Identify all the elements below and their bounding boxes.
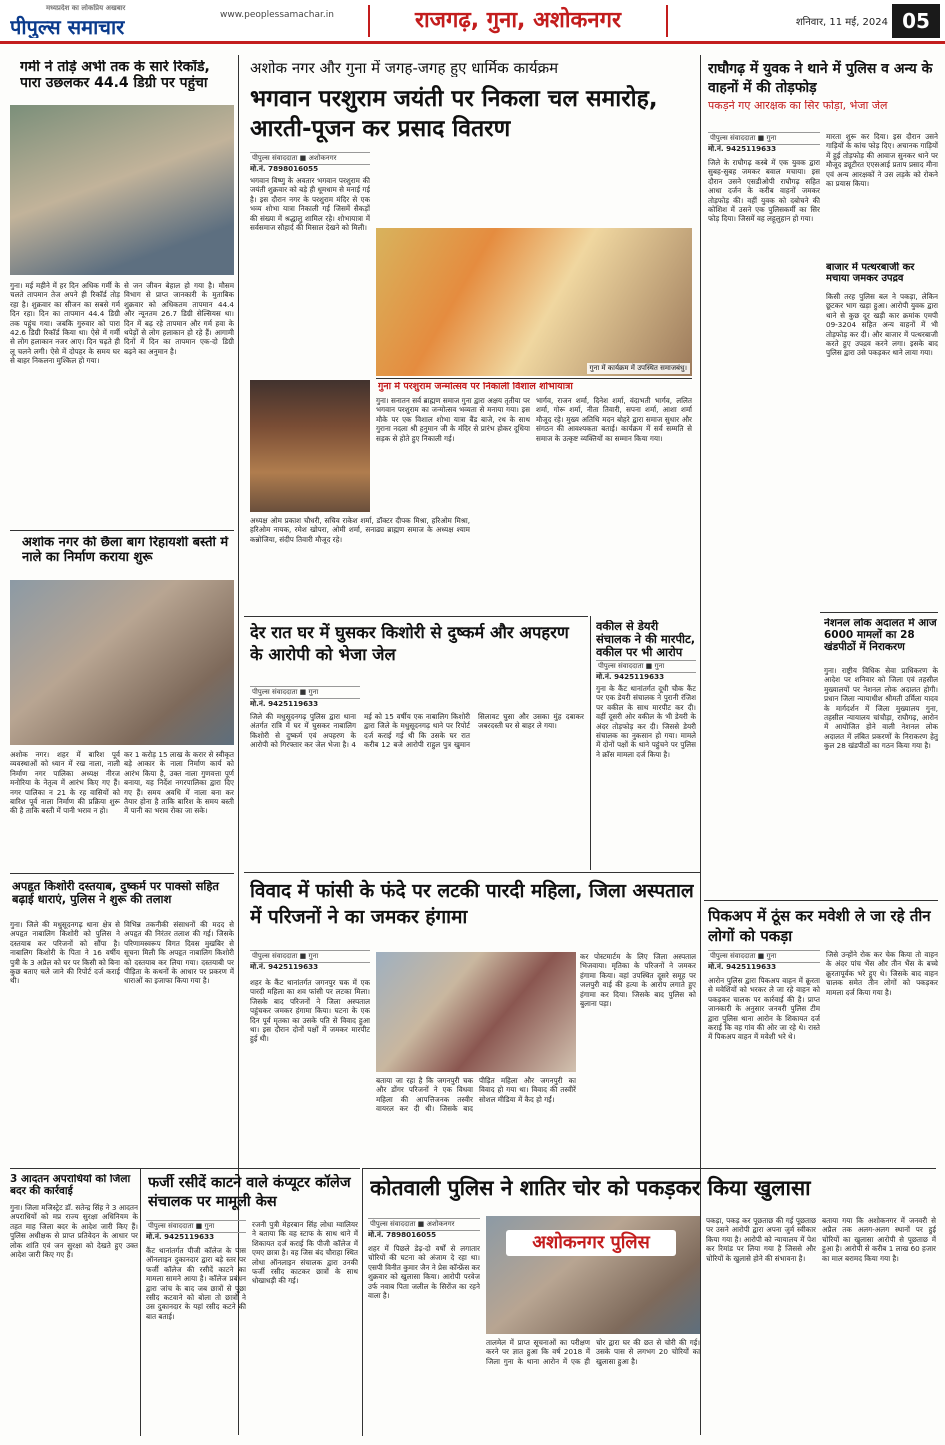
hanging-headline: विवाद में फांसी के फंदे पर लटकी पारदी महिला, जिला अस्पताल में परिजनों ने का जमकर हंगामा: [250, 880, 694, 928]
thief-photo: [486, 1216, 700, 1334]
hanging-photo: [376, 952, 576, 1072]
lok-adalat-body: गुना। राष्ट्रीय विधिक सेवा प्राधिकरण के आदेश पर शनिवार को जिला एवं तहसील मुख्यालयों पर नेशनल लोक अदालत होगी। प्रधान जिला न्यायाधीश श्रीमती उर्मिला यादव के मार्गदर्शन में जिला मुख्यालय गुना, तहसील न्यायालय चांचौड़ा, राघौगढ़, आरोन में आयोजित होने वाली नेशनल लोक अदालत में लंबित प्रकरणों के निराकरण हेतु कुल 28 खंडपीठों का गठन किया गया है।: [824, 666, 938, 751]
parshuram-sub-body-col2: भार्गव, राजन शर्मा, दिनेश शर्मा, वंदाभती भार्गव, ललित शर्मा, गोरू शर्मा, नीता तिवारी, सपना शर्मा, आशा शर्मा मौजूद रहे। मुख्य अतिथि मदन बोहरे द्वारा समाज सुधार और संगठन की आवश्यकता बताई। कार्यक्रम में सर्व सम्मति से समाज के उत्कृष्ट व्यक्तियों का सम्मान किया गया।: [536, 396, 692, 443]
raghogarh-byline: पीपुल्स संवाददाता ■ गुना: [708, 132, 820, 145]
pickup-mobile: मो.नं. 9425119633: [708, 962, 777, 971]
masthead: [0, 0, 945, 44]
parshuram-sub-body-col1: गुना। सनातन सर्व ब्राह्मण समाज गुना द्वारा अक्षय तृतीया पर भगवान परशुराम का जन्मोत्सव भव्यता से मनाया गया। इस मौके पर एक विशाल शोभा यात्रा बैंड बाजे, रथ के साथ गुराना नदला श्री हनुमान जी के मंदिर से प्रारंभ होकर दूधिया सड़क से होते हुए निकाली गई।: [376, 396, 530, 443]
section-divider: [820, 612, 938, 613]
raghogarh-subhead: पकड़ने गए आरक्षक का सिर फोड़ा, भेजा जेल: [708, 100, 888, 112]
drain-photo: [10, 580, 234, 745]
pocso-body-col1: गुना। जिले की मधुसूदनगढ़ थाना क्षेत्र से अपहृत नाबालिग किशोरी को पुलिस ने दस्तयाब कर परिजनों को सौंपा है। नाबालिग किशोरी के पिता ने 16 वर्षीय पुत्री के 3 अप्रैल को घर पर किसी को बिना कुछ बताए चले जाने की रिपोर्ट दर्ज कराई थी।: [10, 920, 120, 986]
website-link[interactable]: www.peoplessamachar.in: [220, 10, 334, 20]
raghogarh-body-2: मारता शुरू कर दिया। इस दौरान उसने गाड़ियों के कांच फोड़ दिए। अचानक गाड़ियों में हुई तोड़फोड़ की आवाज सुनकर थाने पर मौजूद ड्यूटीरत एएसआई प्रताप प्रसाद मीना एवं अन्य आरक्षकों ने उस लड़के को रोकने का प्रयास किया।: [826, 132, 938, 189]
pickup-body-2: जिसे उन्होंने रोक कर चेक किया तो वाहन के अंदर पांच भैंस और तीन भैंस के बच्चे क्रूरतापूर्वक भरे हुए थे। जिसके बाद वाहन चालक समेत तीन लोगों को पकड़कर मामला दर्ज किया गया है।: [826, 950, 938, 997]
raghogarh-body: जिले के राघौगढ़ कस्बे में एक युवक द्वारा सुबह-सुबह जमकर बवाल मचाया। इस दौरान उसने एसडीओपी राघौगढ़ सहित आधा दर्जन के करीब वाहनों जमकर तोड़फोड़ की। वहीं युवक को दबोचने की कोशिश में उसने एक पुलिसकर्मी का सिर फोड़ दिया। जिसमें वह लहूलुहान हो गया।: [708, 158, 820, 224]
raghogarh-sub-body: किसी तरह पुलिस बल ने पकड़ा, लेकिन छूटकर भाग खड़ा हुआ। आरोपी युवक द्वारा थाने से कुछ दूर खड़ी कार क्रमांक एमपी 09-3204 सहित अन्य वाहनों में भी तोड़फोड़ कर दी। और बाजार में पत्थरबाजी करते हुए उपद्रव करने लगा। इसके बाद पुलिस द्वारा उसे पकड़कर थाने लाया गया।: [826, 292, 938, 358]
receipt-mobile: मो.नं. 9425119633: [146, 1232, 215, 1241]
section-divider: [376, 378, 692, 379]
section-divider: [10, 873, 234, 874]
drain-headline: अशोक नगर की छैला बाग रिहायशी बस्ती में नाले का निर्माण कराया शुरू: [22, 536, 229, 565]
heat-body-col2: से जन जीवन बेहाल हो गया है। मौसम विभाग से प्राप्त जानकारी के मुताबिक शुक्रवार को अधिकतम तापमान 44.4 और न्यूनतम 26.7 डिग्री सेल्सियस था। दिन में बढ़ रहे तापमान और गर्म हवा के थपेड़ों से लोग हलाकान हो रहे हैं। आगामी दिनों में दिन का तापमान एक-दो डिग्री बढ़ने का अनुमान है।: [124, 281, 234, 356]
notice-headline: 3 आदतन अपराधियों को जिला बदर की कार्रवाई: [10, 1174, 131, 1197]
receipt-byline: पीपुल्स संवाददाता ■ गुना: [146, 1220, 246, 1233]
thief-photo-banner: अशोकनगर पुलिस: [506, 1230, 676, 1256]
column-divider: [362, 1168, 363, 1436]
hanging-body-3: कर पोस्टमार्टम के लिए जिला अस्पताल भिजवाया। मृतिका के परिजनों ने जमकर हंगामा किया। वहां उपस्थित दूसरे समूह पर जलपुरी वाई की हत्या के आरोप लगाते हुए हंगामा कर दिया। जिसके बाद पुलिस को बुलाना पड़ा।: [580, 952, 696, 1009]
column-divider: [700, 55, 701, 1435]
kidnap-headline: देर रात घर में घुसकर किशोरी से दुष्कर्म और अपहरण के आरोपी को भेजा जेल: [250, 623, 569, 664]
hanging-body-2: बताया जा रहा है कि जगनपुरी चक और डोंगर परिजनों ने एक विधवा महिला की आपत्तिजनक तस्वीर वायरल कर दी थी। जिसके बाद पीड़ित महिला और जगनपुरी का विवाद हो गया था। विवाद की तस्वीरें सोशल मीडिया में कैद हो गईं।: [376, 1076, 576, 1114]
thief-mobile: मो.नं. 7898016055: [368, 1230, 437, 1239]
column-divider: [590, 616, 591, 870]
section-divider: [362, 1168, 936, 1169]
section-divider: [10, 530, 234, 531]
parshuram-photo-caption: गुना में कार्यक्रम में उपस्थित समाजबंधु।: [587, 363, 691, 374]
receipt-body: कैंट थानांतर्गत पीजी कॉलेज के पास ऑनलाइन दुकानदार द्वारा बड़े स्तर पर फर्जी कॉलेज की रसीदें काटने का मामला सामने आया है। कॉलेज प्रबंधन द्वारा जांच के बाद जब छात्रों से पूछा रसीद कटवाने को बोला तो छात्रों ने उस दुकानदार के यहां रसीद कटने की बात बताई।: [146, 1246, 246, 1321]
hanging-body: शहर के कैंट थानांतर्गत जगनपुर चक में एक पारदी महिला का शव फांसी पर लटका मिला। जिसके बाद परिजनों ने जिला अस्पताल पहुंचकर जमकर हंगामा किया। घटना के एक दिन पूर्व मृतका का उसके पति से विवाद हुआ था। इस दौरान दोनों पक्षों में जमकर मारपीट हुई थी।: [250, 978, 370, 1044]
dairy-byline: पीपुल्स संवाददाता ■ गुना: [596, 660, 696, 673]
heat-body-col1: गुना। मई महीने में हर दिन अधिक गर्मी के चलते तापमान तेज अपने ही रिकॉर्ड तोड़ रहा है। शुक्रवार का सीजन का सबसे गर्म दिन रहा। दिन का तापमान 44.4 डिग्री तक पहुंच गया। जबकि गुरुवार को पारा 42.6 डिग्री रिकॉर्ड किया था। ऐसे में गर्मी से लोग हलाकान नजर आए। दिन चढ़ते ही लू चलने लगी। ऐसे में दोपहर के समय घर से बाहर निकलना मुश्किल हो गया।: [10, 281, 120, 366]
dairy-body: गुना के कैंट थानांतर्गत दूधी चौक कैंट पर एक डेयरी संचालक ने पुरानी रंजिश पर वकील के साथ मारपीट कर दी। वहीं दूसरी ओर वकील के भी डेयरी के अंदर तोड़फोड़ कर दी। जिससे डेयरी संचालक का नुकसान हो गया। मामले में दोनों पक्षों के थाने पहुंचने पर पुलिस ने क्रॉस मामला दर्ज किया है।: [596, 684, 696, 759]
thief-headline: कोतवाली पुलिस ने शातिर चोर को पकड़कर किया खुलासा: [370, 1176, 811, 1200]
section-divider: [244, 616, 588, 617]
receipt-body-2: रजनी पुत्री मेहरबान सिंह लोधा ग्वालियर ने बताया कि वह स्टाफ के साथ थाने में शिकायत दर्ज कराई कि पीजी कॉलेज में एमए छात्रा है। वह जिस बंद चौराहा स्थित लोधा ऑनलाइन संचालक द्वारा उनकी फर्जी रसीद काटकर छात्रों के साथ धोखाधड़ी की गई।: [252, 1220, 358, 1286]
parshuram-photo: [376, 228, 692, 376]
thief-body-4: बताया गया कि अशोकनगर में जनवरी से अप्रैल तक अलग-अलग स्थानों पर हुई चोरियों का खुलासा आरोपी से पूछताछ में हुआ है। आरोपी से करीब 1 लाख 60 हजार का माल बरामद किया गया है।: [822, 1216, 936, 1263]
logo-tagline: मध्यप्रदेश का लोकप्रिय अखबार: [46, 4, 126, 12]
dairy-headline: वकील से डेयरी संचालक ने की मारपीट, वकील पर भी आरोप: [596, 620, 696, 659]
column-divider: [140, 1168, 141, 1436]
parshuram-headline: भगवान परशुराम जयंती पर निकला चल समारोह, आरती-पूजन कर प्रसाद वितरण: [250, 86, 658, 142]
page-number: 05: [892, 4, 940, 38]
parshuram-kicker: अशोक नगर और गुना में जगह-जगह हुए धार्मिक कार्यक्रम: [250, 60, 559, 77]
hanging-byline: पीपुल्स संवाददाता ■ गुना: [250, 950, 370, 963]
parshuram-idol-photo: [250, 380, 370, 512]
region-title: राजगढ़, गुना, अशोकनगर: [368, 5, 668, 37]
lok-adalat-headline: नेशनल लोक अदालत में आज 6000 मामलों का 28 खंडपीठों में निराकरण: [824, 618, 937, 653]
pocso-body-col2: विभिन्न तकनीकी संसाधनों की मदद से अपहृत की निरंतर तलाश की गई। जिसके परिणामस्वरूप विगत दिवस मुखबिर से सूचना मिली कि अपहृत नाबालिग किशोरी को दस्तयाब कर लिया गया। दस्तयाबी पर पीड़िता के कथनों के आधार पर प्रकरण में धाराओं का इजाफा किया गया है।: [124, 920, 234, 986]
heat-photo: [10, 105, 234, 275]
drain-body-col2: कर 1 करोड़ 15 लाख के करार से स्वीकृत बड़े आकार के नाला निर्माण कार्य को आरंभ किया है, उक्त नाला गुणवत्ता पूर्ण बनाया, यह निर्देश नगरपालिका द्वारा दिए गए हैं। समय अवधि में नाला बना कर तैयार होना है ताकि बारिश के समय बस्ती में पानी का भराव रोका जा सके।: [124, 750, 234, 816]
parshuram-photo2-caption: अध्यक्ष ओम प्रकाश चौधरी, सचिव राकेश शर्मा, डॉक्टर दीपक मिश्रा, हरिओम मिश्रा, हरिओम नायक, रमेश खोपरा, ओमी शर्मा, सनाढ्य ब्राह्मण समाज के अध्यक्ष श्याम कन्नोजिया, संदीप तिवारी मौजूद रहे।: [250, 516, 470, 544]
thief-byline: पीपुल्स संवाददाता ■ अशोकनगर: [368, 1218, 480, 1231]
dairy-mobile: मो.नं. 9425119633: [596, 672, 665, 681]
pickup-headline: पिकअप में ठूंस कर मवेशी ले जा रहे तीन लोगों को पकड़ा: [708, 907, 931, 945]
hanging-mobile: मो.नं. 9425119633: [250, 962, 319, 971]
issue-date: शनिवार, 11 मई, 2024: [795, 17, 888, 28]
raghogarh-mobile: मो.नं. 9425119633: [708, 144, 777, 153]
kidnap-byline: पीपुल्स संवाददाता ■ गुना: [250, 686, 360, 699]
logo-text: पीपुल्स समाचार: [10, 15, 125, 38]
newspaper-logo: [10, 4, 210, 38]
pocso-headline: अपहृत किशोरी दस्तयाब, दुष्कर्म पर पाक्सो सहित बढ़ाई धाराएं, पुलिस ने शुरू की तलाश: [12, 880, 219, 906]
kidnap-body: जिले की मधुसूदनगढ़ पुलिस द्वारा थाना अंतर्गत रात्रि में घर में घुसकर नाबालिग किशोरी से दुष्कर्म एवं अपहरण के आरोपी को गिरफ्तार कर जेल भेजा है। 4 मई को 15 वर्षीय एक नाबालिग किशोरी द्वारा जिले के मधुसूदनगढ़ थाने पर रिपोर्ट दर्ज कराई गई थी कि उसके घर रात करीब 12 बजे आरोपी राहुल पुत्र खुमान सिलावट घुसा और उसका मुंह दबाकर जबरदस्ती घर से बाहर ले गया।: [250, 712, 584, 750]
notice-body: गुना। जिला मजिस्ट्रेट डॉ. सतेन्द्र सिंह ने 3 आदतन अपराधियों को मप्र राज्य सुरक्षा अधिनियम के तहत माह जिला बदर के आदेश जारी किए हैं। पुलिस अधीक्षक से प्राप्त प्रतिवेदन के आधार पर लोक शांति एवं जन सुरक्षा को देखते हुए उक्त आदेश जारी किए गए हैं।: [10, 1203, 138, 1260]
thief-body-2: तालमेल में प्राप्त सूचनाओं का परीक्षण करने पर ज्ञात हुआ कि वर्ष 2018 में जिला गुना के थाना आरोन में एक ही चोर द्वारा घर की छत से चोरी की गई। उसके पास से लगभग 20 चोरियों का खुलासा हुआ है।: [486, 1338, 700, 1366]
pickup-body: आरोन पुलिस द्वारा पिकअप वाहन में क्रूरता से मवेशियों को भरकर ले जा रहे वाहन को पकड़कर चालक पर कार्रवाई की है। प्राप्त जानकारी के अनुसार जनवरी पुलिस टीम द्वारा पुलिस थाना आरोन के शिकायत दर्ज कराई कि वह गांव की ओर जा रहे थे। रास्ते में पिकअप वाहन में मवेशी भरे थे।: [708, 976, 820, 1042]
parshuram-byline: पीपुल्स संवाददाता ■ अशोकनगर: [250, 152, 370, 165]
parshuram-sub-headline: गुना में परशुराम जन्मोत्सव पर निकाली विशाल शोभायात्रा: [378, 382, 573, 392]
parshuram-mobile: मो.नं. 7898016055: [250, 164, 319, 173]
section-divider: [140, 1168, 360, 1169]
thief-body-3: पकड़ा, पकड़ कर पूछताछ की गई पूछताछ पर उसने आरोपी द्वारा अपना जुर्म स्वीकार किया गया है। आरोपी को न्यायालय में पेश कर रिमांड पर लिया गया है जिससे और चोरियों के खुलासे होने की संभावना है।: [706, 1216, 816, 1263]
raghogarh-headline: राघौगढ़ में युवक ने थाने में पुलिस व अन्य के वाहनों में की तोड़फोड़: [708, 61, 933, 96]
section-divider: [244, 872, 700, 873]
receipt-headline: फर्जी रसीदें काटने वाले कंप्यूटर कॉलेज संचालक पर मामूली केस: [148, 1175, 351, 1210]
parshuram-body: भगवान विष्णु के अवतार भगवान परशुराम की जयंती शुक्रवार को बड़े ही धूमधाम से मनाई गई है। इस दौरान नगर के परशुराम मंदिर से एक भव्य शोभा यात्रा निकाली गई जिसमें सैकड़ों की संख्या में श्रद्धालु शामिल रहे। शोभायात्रा में सर्वसमाज सौहार्द की मिसाल देखने को मिली।: [250, 176, 370, 233]
drain-body-col1: अशोक नगर। शहर में बारिश पूर्व व्यवस्थाओं को ध्यान में रख नाला, नाली निर्माण नगर पालिका अध्यक्ष नीरज मनोरिया के नेतृत्व में आरंभ किए गए हैं। नगर पालिका न 21 के रह वासियों को बारिश पूर्व नाला निर्माण की प्रक्रिया शुरू की है ताकि बस्ती में पानी भराव न हो।: [10, 750, 120, 816]
kidnap-mobile: मो.नं. 9425119633: [250, 699, 319, 708]
section-divider: [704, 900, 938, 901]
raghogarh-sub-headline: बाजार में पत्थरबाजी कर मचाया जमकर उपद्रव: [826, 262, 915, 285]
heat-headline: गर्मी ने तोड़े अभी तक के सारे रिकॉर्ड, पारा उछलकर 44.4 डिग्री पर पहुंचा: [20, 60, 210, 91]
thief-body: शहर में पिछले डेढ़-दो वर्षों से लगातार चोरियों की घटना को अंजाम दे रहा था। एसपी विनीत कुमार जैन ने प्रेस कॉन्फ्रेंस कर शुक्रवार को खुलासा किया। आरोपी परवेज उर्फ नवाब पिता जलील के सिरोंज का रहने वाला है।: [368, 1244, 480, 1301]
section-divider: [10, 1168, 140, 1169]
pickup-byline: पीपुल्स संवाददाता ■ गुना: [708, 950, 820, 963]
